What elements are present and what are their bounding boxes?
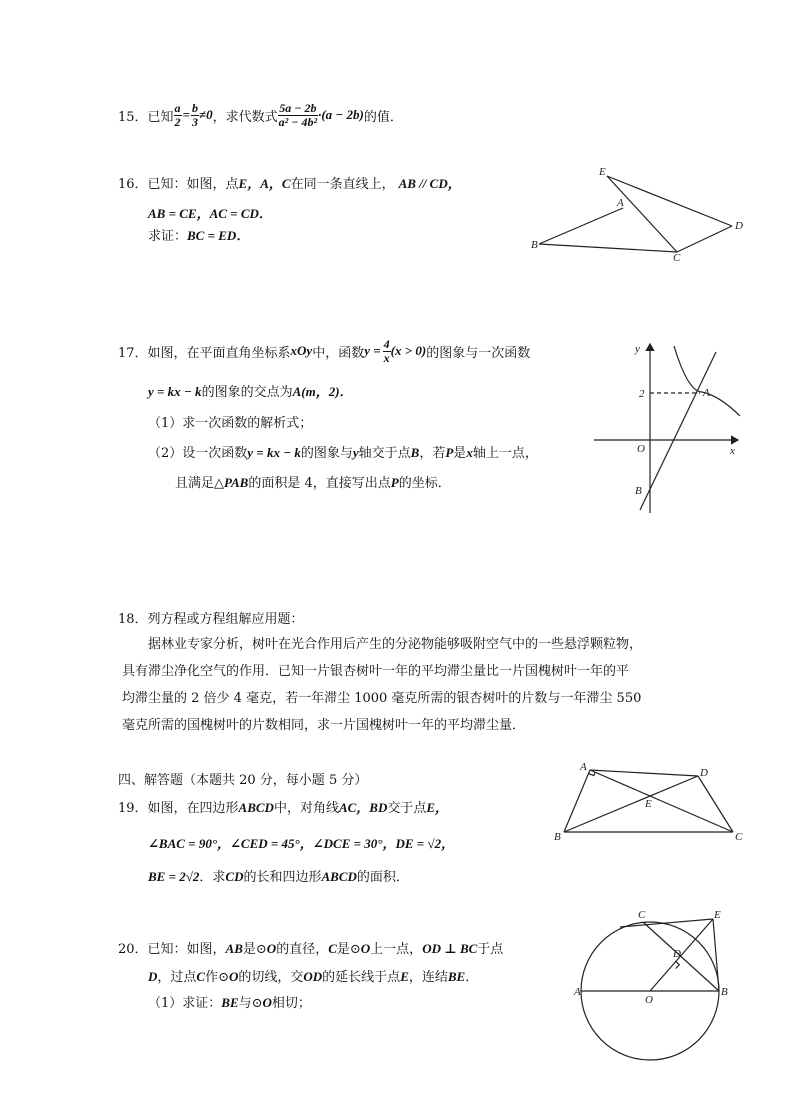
q20-line3: （1）求证：BE与⊙O相切； — [148, 995, 311, 1011]
q15-frac-b3: $\frac{b}{3}$ — [191, 100, 198, 129]
q15-lead: 15．已知 — [118, 109, 174, 125]
label-A: A — [617, 197, 624, 209]
label-D: D — [700, 767, 708, 779]
segment-ED — [607, 176, 732, 226]
q18-para-line1: 据林业专家分析，树叶在光合作用后产生的分泌物能够吸附空气中的一些悬浮颗粒物， — [148, 637, 643, 652]
q17-line1: 17．如图，在平面直角坐标系 xOy 中，函数 y = $\frac{4}{x}$ (x > 0) 的图象与一次函数 — [118, 336, 531, 365]
q16-line1: 16．已知：如图，点E，A，C在同一条直线上， AB // CD， — [118, 176, 461, 192]
hyperbola-curve — [674, 346, 740, 416]
segment-BE — [713, 919, 719, 991]
label-C: C — [735, 831, 743, 843]
q17-line4: （2）设一次函数y = kx − k的图象与y轴交于点B，若P是x轴上一点， — [148, 445, 538, 461]
label-A: A — [580, 761, 587, 773]
label-D: D — [735, 220, 743, 232]
label-B: B — [635, 485, 642, 497]
label-B: B — [721, 986, 728, 998]
q16-line2: AB = CE，AC = CD． — [148, 206, 272, 221]
label-x: x — [730, 445, 735, 457]
label-O: O — [637, 443, 645, 455]
label-y: y — [635, 343, 640, 355]
diagonal-AC — [590, 770, 733, 832]
q15-frac-expr: $\frac{5a - 2b}{\text{a² − 4b²}}$ — [278, 100, 318, 129]
label-C: C — [638, 909, 646, 921]
q15-frac-a2: $\frac{a}{2}$ — [174, 100, 181, 129]
label-D: D — [673, 948, 681, 960]
segment-CD — [677, 226, 732, 252]
right-angle-mark — [589, 772, 596, 775]
q17-line5: 且满足△PAB的面积是 4，直接写出点P的坐标． — [175, 475, 451, 491]
linear-function-line — [640, 352, 716, 510]
q18-title: 18．列方程或方程组解应用题： — [118, 612, 304, 627]
side-DC — [698, 776, 733, 832]
q18-para-line3: 均滞尘量的 2 倍少 4 毫克，若一年滞尘 1000 毫克所需的银杏树叶的片数与一年滞尘 550 — [122, 691, 642, 706]
q17-frac-4x: $\frac{4}{x}$ — [383, 336, 390, 365]
q19-line2: ∠BAC = 90°，∠CED = 45°，∠DCE = 30°，DE = √2， — [148, 836, 455, 851]
q17-line2: y = kx − k的图象的交点为A(m，2)． — [148, 384, 353, 400]
segment-BA — [539, 208, 623, 244]
label-E: E — [714, 909, 721, 921]
side-AD — [590, 770, 698, 776]
q17-line3: （1）求一次函数的解析式； — [148, 416, 313, 431]
label-A: A — [703, 387, 710, 399]
chord-CB — [643, 922, 719, 991]
q18-para-line2: 具有滞尘净化空气的作用．已知一片银杏树叶一年的平均滞尘量比一片国槐树叶一年的平 — [122, 664, 630, 679]
label-B: B — [531, 239, 538, 251]
label-B: B — [554, 831, 561, 843]
label-E: E — [599, 166, 606, 178]
q16-figure — [525, 160, 755, 265]
segment-BC — [539, 244, 677, 252]
segment-EC — [607, 176, 677, 252]
right-angle-mark-D — [675, 961, 679, 969]
q17-figure — [592, 338, 747, 515]
label-C: C — [673, 252, 681, 264]
q15-line: 15．已知 $\frac{a}{2}$ = $\frac{b}{3}$ ≠0 ，求代数式 $\frac{5a - 2b}{\text{a² − 4b²}}$ ·(a − 2b) 的值． — [118, 100, 403, 129]
q19-line3: BE = 2√2．求CD的长和四边形ABCD的面积． — [148, 869, 409, 885]
tangent-CE — [620, 919, 713, 927]
q20-figure — [568, 905, 748, 1065]
q20-line1: 20．已知：如图，AB是⊙O的直径，C是⊙O上一点，OD ⊥ BC于点 — [118, 941, 504, 957]
q19-figure — [548, 758, 748, 846]
q20-line2: D，过点C作⊙O的切线，交OD的延长线于点E，连结BE． — [148, 969, 479, 985]
label-O: O — [645, 994, 653, 1006]
label-A: A — [574, 986, 581, 998]
section-4-title: 四、解答题（本题共 20 分，每小题 5 分） — [118, 773, 368, 788]
label-E: E — [645, 798, 652, 810]
q18-para-line4: 毫克所需的国槐树叶的片数相同，求一片国槐树叶一年的平均滞尘量． — [122, 718, 526, 733]
label-2: 2 — [639, 388, 645, 400]
q16-line3: 求证：BC = ED． — [148, 228, 250, 244]
q19-line1: 19．如图，在四边形ABCD中，对角线AC，BD交于点E， — [118, 800, 449, 816]
